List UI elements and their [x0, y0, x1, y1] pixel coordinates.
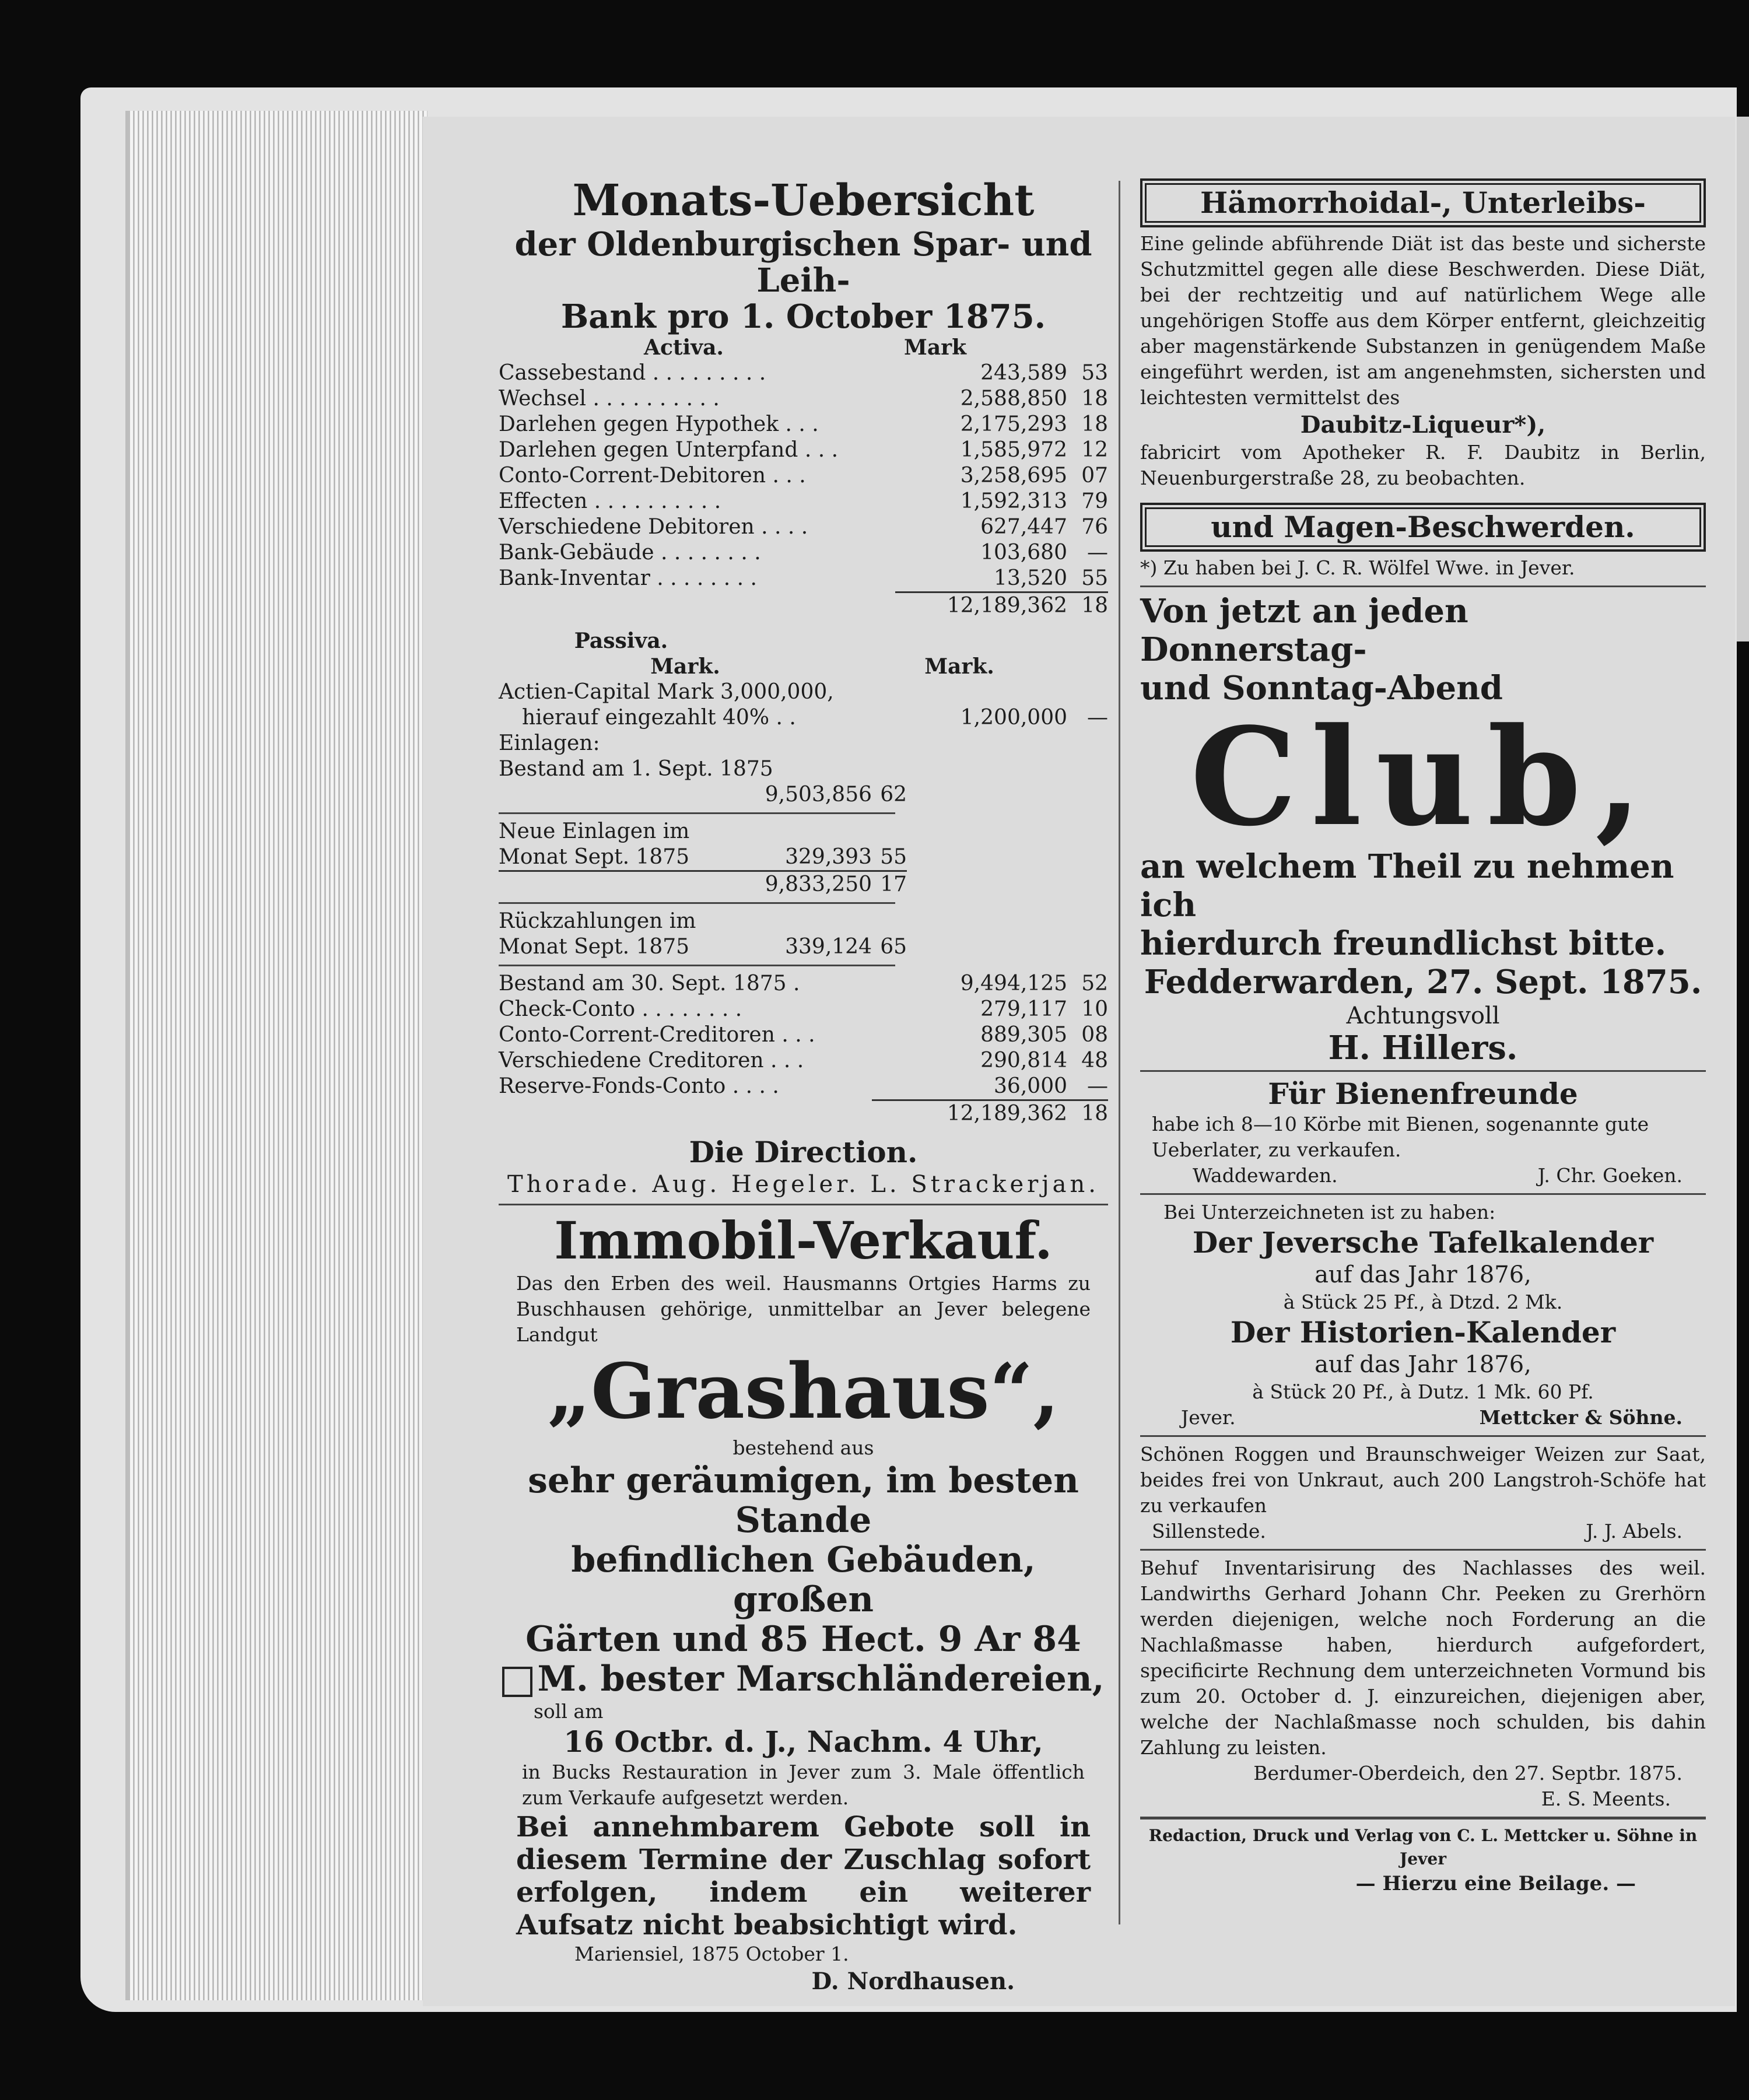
passiva-row-label: Reserve-Fonds-Conto . . . .	[499, 1074, 779, 1098]
activa-row-amount: 13,520	[994, 566, 1067, 590]
liqueur-head-1: Hämorrhoidal-, Unterleibs-	[1140, 178, 1706, 227]
kalender-price-2: à Stück 20 Pf., à Dutz. 1 Mk. 60 Pf.	[1252, 1380, 1594, 1403]
bank-subtitle-2: Bank pro 1. October 1875.	[560, 297, 1046, 336]
nachlass-place: Berdumer-Oberdeich, den 27. Septbr. 1875.	[1253, 1762, 1683, 1785]
bienen-text: habe ich 8—10 Körbe mit Bienen, sogenannte gute Ueberlater, zu verkaufen.	[1152, 1113, 1649, 1161]
bestand1-pf: 62	[880, 783, 907, 807]
activa-row-amount: 2,588,850	[960, 387, 1067, 411]
roggen-place: Sillenstede.	[1152, 1520, 1266, 1542]
neue-line-1	[499, 819, 1108, 844]
rueck-text-1: Rückzahlungen im	[499, 909, 696, 933]
signers: Thorade. Aug. Hegeler. L. Strackerjan.	[507, 1171, 1099, 1198]
passiva-row-pf: 10	[1081, 997, 1108, 1021]
activa-header	[499, 335, 1108, 360]
einlagen-label: Einlagen:	[499, 731, 600, 755]
rueck-amount: 339,124	[785, 935, 872, 959]
activa-total-pf: 18	[1081, 594, 1108, 618]
actien-pf: —	[1087, 706, 1108, 730]
activa-row-label: Effecten . . . . . . . . . .	[499, 489, 721, 513]
actien-text-1: Actien-Capital Mark 3,000,000,	[499, 680, 834, 704]
activa-row	[499, 540, 1108, 566]
club-line-3: an welchem Theil zu nehmen ich	[1140, 847, 1674, 924]
passiva-mark-header	[499, 654, 1108, 679]
activa-row-label: Darlehen gegen Unterpfand . . .	[499, 438, 839, 462]
immobil-bestehend: bestehend aus	[732, 1436, 874, 1459]
passiva-header	[499, 628, 1108, 654]
activa-row-label: Bank-Inventar . . . . . . . .	[499, 566, 757, 590]
blank-square	[502, 1667, 532, 1697]
bienen-place: Waddewarden.	[1193, 1164, 1338, 1187]
liqueur-head-2: und Magen-Beschwerden.	[1140, 503, 1706, 552]
column-rule	[1119, 181, 1120, 1924]
activa-row-pf: 18	[1081, 387, 1108, 411]
activa-row	[499, 386, 1108, 412]
passiva-row-pf: 52	[1081, 972, 1108, 995]
activa-total-amount: 12,189,362	[947, 594, 1067, 618]
activa-row	[499, 489, 1108, 514]
immobil-line-2: befindlichen Gebäuden, großen	[571, 1540, 1036, 1620]
activa-head: Activa.	[644, 335, 724, 360]
activa-row	[499, 360, 1108, 386]
kalender-year-1: auf das Jahr 1876,	[1315, 1261, 1531, 1288]
passiva-row-pf: 48	[1081, 1049, 1108, 1072]
liqueur-note: *) Zu haben bei J. C. R. Wölfel Wwe. in Jever.	[1140, 556, 1575, 579]
passiva-list	[499, 971, 1108, 1099]
activa-row-pf: 18	[1081, 412, 1108, 436]
immobil-line-4-wrap	[499, 1659, 1108, 1699]
bank-title: Monats-Uebersicht	[572, 176, 1035, 226]
sum1-line	[499, 870, 907, 898]
bestand1-label: Bestand am 1. Sept. 1875	[499, 757, 773, 781]
club-sign: H. Hillers.	[1328, 1029, 1518, 1067]
passiva-total	[872, 1099, 1108, 1127]
activa-row-amount: 1,592,313	[960, 489, 1067, 513]
activa-row	[499, 566, 1108, 591]
sum1-pf: 17	[880, 872, 907, 896]
mark-head-2: Mark.	[650, 654, 720, 679]
neue-text-1: Neue Einlagen im	[499, 819, 690, 843]
kalender-place: Jever.	[1181, 1406, 1236, 1429]
right-column	[1140, 175, 1706, 1896]
activa-row-amount: 1,585,972	[960, 438, 1067, 462]
passiva-row-label: Check-Conto . . . . . . . .	[499, 997, 742, 1021]
roggen-footer	[1140, 1519, 1706, 1544]
nachlass-text: Behuf Inventarisirung des Nachlasses des weil. Landwirths Gerhard Johann Chr. Peeken zu Grerhörn werden diejenigen, welche noch Forderung an die Nachlaßmasse haben, hierdurch aufgefordert, specificirte Rechnung dem unterzeichneten Vormund bis zum 20. October d. J. einzureichen, diejenigen aber, welche der Nachlaßmasse noch schulden, bis dahin Zahlung zu leisten.	[1140, 1556, 1706, 1759]
club-line-1: Von jetzt an jeden Donnerstag-	[1140, 592, 1468, 669]
page-edges	[125, 111, 427, 2000]
neue-pf: 55	[880, 845, 907, 869]
kalender-price-1: à Stück 25 Pf., à Dtzd. 2 Mk.	[1283, 1291, 1563, 1313]
activa-row-label: Cassebestand . . . . . . . . .	[499, 361, 766, 385]
activa-row-pf: 07	[1081, 464, 1108, 488]
activa-row-amount: 627,447	[980, 515, 1067, 539]
inner-rule-3	[499, 965, 895, 966]
activa-row-label: Conto-Corrent-Debitoren . . .	[499, 464, 806, 488]
actien-line-1	[499, 679, 1108, 705]
section-rule-6	[1140, 1549, 1706, 1551]
activa-row-amount: 243,589	[980, 361, 1067, 385]
passiva-row	[499, 971, 1108, 997]
passiva-row-amount: 36,000	[994, 1074, 1067, 1098]
activa-row-pf: 79	[1081, 489, 1108, 513]
immobil-intro: Das den Erben des weil. Hausmanns Ortgies Harms zu Buschhausen gehörige, unmittelbar an Jever belegene Landgut	[516, 1272, 1091, 1346]
passiva-row-pf: 08	[1081, 1023, 1108, 1047]
liqueur-maker: fabricirt vom Apotheker R. F. Daubitz in Berlin, Neuenburgerstraße 28, zu beobachten.	[1140, 441, 1706, 489]
passiva-row-label: Verschiedene Creditoren . . .	[499, 1049, 804, 1072]
activa-row-pf: —	[1087, 541, 1108, 565]
rueck-line-2	[499, 934, 1108, 960]
einlagen-line	[499, 731, 1108, 756]
passiva-total-pf: 18	[1081, 1102, 1108, 1126]
footer-beilage: — Hierzu eine Beilage. —	[1355, 1872, 1636, 1895]
bienen-footer	[1140, 1163, 1706, 1189]
liqueur-text: Eine gelinde abführende Diät ist das beste und sicherste Schutzmittel gegen alle diese Beschwerden. Diese Diät, bei der rechtzeitig und auf natürlichem Wege alle ungehörigen Stoffe aus dem Körper entfernt, gleichzeitig aber magenstärkende Substanzen in genügendem Maße eingeführt werden, ist am angenehmsten, sichersten und leichtesten vermittelst des	[1140, 232, 1706, 409]
bienen-sign: J. Chr. Goeken.	[1537, 1164, 1683, 1187]
neue-line-2	[499, 844, 1108, 870]
kalender-intro: Bei Unterzeichneten ist zu haben:	[1163, 1201, 1496, 1223]
passiva-row-pf: —	[1087, 1074, 1108, 1098]
activa-row-label: Darlehen gegen Hypothek . . .	[499, 412, 819, 436]
club-line-2: und Sonntag-Abend	[1140, 669, 1503, 707]
activa-row-amount: 2,175,293	[960, 412, 1067, 436]
mark-head-3: Mark.	[924, 654, 994, 679]
passiva-row-amount: 9,494,125	[960, 972, 1067, 995]
activa-row-pf: 55	[1081, 566, 1108, 590]
immobil-line-3: Gärten und 85 Hect. 9 Ar 84	[525, 1619, 1081, 1660]
passiva-row	[499, 1022, 1108, 1048]
activa-row	[499, 463, 1108, 489]
immobil-name: „Grashaus“,	[547, 1347, 1060, 1436]
club-greeting: Achtungsvoll	[1346, 1002, 1500, 1029]
actien-text-2: hierauf eingezahlt 40% . .	[522, 706, 796, 730]
immobil-gebot: Bei annehmbarem Gebote soll in diesem Termine der Zuschlag sofort erfolgen, indem ein weiterer Aufsatz nicht beabsichtigt wird.	[516, 1811, 1091, 1941]
inner-rule-1	[499, 812, 895, 814]
activa-row-label: Wechsel . . . . . . . . . .	[499, 387, 720, 411]
bienen-title: Für Bienenfreunde	[1268, 1077, 1578, 1111]
kalender-year-2: auf das Jahr 1876,	[1315, 1351, 1531, 1378]
activa-row-amount: 3,258,695	[960, 464, 1067, 488]
passiva-row	[499, 1048, 1108, 1074]
club-title: Club,	[1190, 699, 1656, 856]
liqueur-product: Daubitz-Liqueur*),	[1300, 411, 1546, 439]
passiva-head: Passiva.	[574, 629, 668, 653]
bestand1-amount: 9,503,856	[765, 783, 872, 807]
neue-text-2: Monat Sept. 1875	[499, 845, 690, 869]
kalender-title-1: Der Jeversche Tafelkalender	[1192, 1225, 1654, 1260]
immobil-ort: Mariensiel, 1875 October 1.	[574, 1943, 849, 1965]
bestand1-line	[499, 756, 1108, 782]
actien-amount: 1,200,000	[960, 706, 1067, 730]
passiva-row-amount: 279,117	[980, 997, 1067, 1021]
kalender-footer	[1140, 1405, 1706, 1431]
section-rule-3	[1140, 1070, 1706, 1072]
immobil-title: Immobil-Verkauf.	[554, 1210, 1053, 1271]
activa-list	[499, 360, 1108, 591]
activa-row	[499, 437, 1108, 463]
roggen-text: Schönen Roggen und Braunschweiger Weizen zur Saat, beides frei von Unkraut, auch 200 Langstroh-Schöfe hat zu verkaufen	[1140, 1443, 1706, 1517]
actien-line-2	[499, 705, 1108, 731]
section-rule-4	[1140, 1193, 1706, 1195]
bank-subtitle-1: der Oldenburgischen Spar- und Leih-	[514, 225, 1092, 300]
rueck-text-2: Monat Sept. 1875	[499, 935, 690, 959]
kalender-title-2: Der Historien-Kalender	[1230, 1315, 1616, 1349]
sum1-amount: 9,833,250	[765, 872, 872, 896]
section-rule-7	[1140, 1817, 1706, 1819]
activa-row-pf: 12	[1081, 438, 1108, 462]
activa-row-amount: 103,680	[980, 541, 1067, 565]
passiva-row	[499, 997, 1108, 1022]
activa-row-pf: 53	[1081, 361, 1108, 385]
immobil-date: 16 Octbr. d. J., Nachm. 4 Uhr,	[563, 1724, 1043, 1759]
passiva-total-amount: 12,189,362	[947, 1102, 1067, 1126]
passiva-row-amount: 290,814	[980, 1049, 1067, 1072]
mark-head: Mark	[904, 335, 967, 360]
immobil-sign: D. Nordhausen.	[811, 1968, 1015, 1995]
rueck-pf: 65	[880, 935, 907, 959]
inner-rule-2	[499, 902, 895, 904]
next-page-edge	[1737, 117, 1749, 641]
club-place: Fedderwarden, 27. Sept. 1875.	[1144, 963, 1702, 1001]
section-rule-1	[499, 1204, 1108, 1205]
rueck-line-1	[499, 909, 1108, 934]
bestand1-value	[499, 782, 1108, 808]
activa-row-label: Verschiedene Debitoren . . . .	[499, 515, 808, 539]
direction: Die Direction.	[689, 1135, 918, 1169]
section-rule-5	[1140, 1435, 1706, 1437]
activa-row	[499, 412, 1108, 437]
activa-row-label: Bank-Gebäude . . . . . . . .	[499, 541, 761, 565]
activa-row	[499, 514, 1108, 540]
immobil-place: in Bucks Restauration in Jever zum 3. Male öffentlich zum Verkaufe aufgesetzt werden.	[522, 1761, 1085, 1809]
section-rule-2	[1140, 586, 1706, 587]
immobil-line-1: sehr geräumigen, im besten Stande	[528, 1460, 1079, 1541]
footer-imprint: Redaction, Druck und Verlag von C. L. Mettcker u. Söhne in Jever	[1148, 1826, 1698, 1868]
left-column	[499, 175, 1108, 1996]
kalender-sign: Mettcker & Söhne.	[1479, 1406, 1683, 1429]
passiva-row-label: Bestand am 30. Sept. 1875 .	[499, 972, 800, 995]
immobil-soll: soll am	[534, 1700, 604, 1723]
passiva-row	[499, 1074, 1108, 1099]
immobil-line-4: M. bester Marschländereien,	[537, 1659, 1105, 1699]
passiva-row-label: Conto-Corrent-Creditoren . . .	[499, 1023, 815, 1047]
activa-row-pf: 76	[1081, 515, 1108, 539]
club-line-4: hierdurch freundlichst bitte.	[1140, 924, 1667, 963]
neue-amount: 329,393	[785, 845, 872, 869]
nachlass-sign: E. S. Meents.	[1541, 1787, 1671, 1810]
roggen-sign: J. J. Abels.	[1586, 1520, 1683, 1542]
activa-total	[895, 591, 1108, 619]
passiva-row-amount: 889,305	[980, 1023, 1067, 1047]
